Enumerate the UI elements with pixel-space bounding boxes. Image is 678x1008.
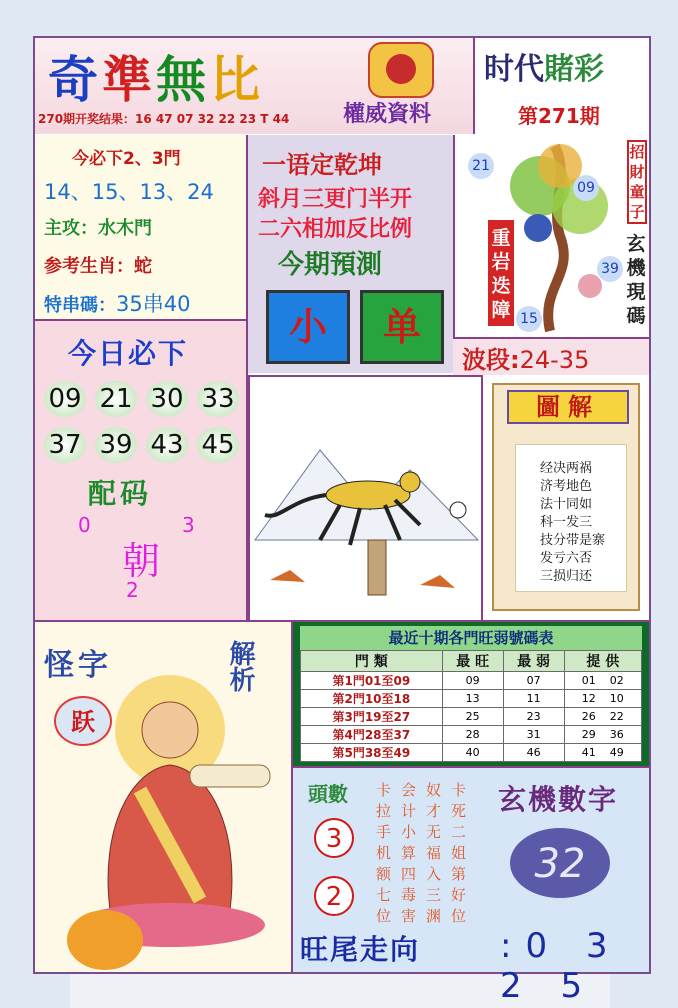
tree-fruit: [578, 274, 602, 298]
text-line: 额四入第: [376, 865, 477, 883]
must-ball: 33: [197, 381, 239, 417]
authority-label: 權威資料: [343, 102, 432, 127]
title-char-1: 奇: [48, 50, 102, 109]
table-cell-min: 31: [503, 726, 564, 744]
tip-special-label: 特串碼：: [44, 295, 116, 316]
mystic-number: 32: [534, 841, 586, 887]
tail-label: 旺尾走向: [300, 933, 421, 966]
riddle-line: 技分带是寨: [540, 533, 606, 548]
pair-num-right: 3: [182, 513, 195, 537]
tip-numbers: 14、15、13、24: [44, 180, 214, 204]
predict-parity-box: 单: [360, 290, 444, 364]
table-cell-offer: [564, 744, 641, 762]
tree-child-figure: [524, 214, 552, 242]
table-row: [301, 708, 642, 726]
table-cell-offer: [564, 708, 641, 726]
rabbit-icon: [450, 502, 466, 518]
pair-character: 朝: [122, 539, 161, 583]
table-cell-max: 40: [442, 744, 503, 762]
table-cell-max: 25: [442, 708, 503, 726]
must-ball: 09: [44, 381, 86, 417]
text-line: 卡会奴卡: [376, 781, 477, 799]
table-cell-min: 07: [503, 672, 564, 690]
must-ball: 43: [146, 427, 188, 463]
band-text: [462, 340, 589, 375]
must-ball: 21: [95, 381, 137, 417]
offer-a: 29: [581, 728, 596, 741]
offer-b: 10: [609, 692, 624, 705]
band-value: 24-35: [519, 346, 590, 374]
table-cell-max: 09: [442, 672, 503, 690]
forecast-title: 一语定乾坤: [262, 151, 382, 179]
scroll-icon: [190, 765, 270, 787]
table-cell-gate: 第3門19至27: [301, 708, 443, 726]
head-number-1: 3: [314, 818, 354, 858]
must-title: 今日必下: [68, 337, 189, 370]
table-cell-min: 11: [503, 690, 564, 708]
fist-logo-center: [386, 54, 416, 84]
predict-size-box: 小: [266, 290, 350, 364]
tree-ball-3: 39: [597, 256, 623, 282]
gate-table-title: 最近十期各門旺弱號碼表: [300, 626, 642, 650]
issue-number: 第271期: [518, 104, 600, 128]
guaizi-label: 怪字: [44, 648, 112, 683]
must-ball: 30: [146, 381, 188, 417]
tree-vertical-red: 重岩迭障: [488, 220, 514, 326]
riddle-line: 科一发三: [540, 515, 593, 530]
table-cell-offer: [564, 690, 641, 708]
head-label: 頭數: [308, 782, 348, 806]
offer-a: 01: [581, 674, 596, 687]
page-title: [48, 40, 264, 112]
tree-vertical-black: 玄機現碼: [626, 233, 646, 327]
tip-special-value: 35串40: [116, 292, 191, 316]
riddle-line: 法十同如: [540, 497, 593, 512]
pair-num-bottom: 2: [126, 578, 139, 602]
ground-rocks: [270, 570, 455, 588]
title-char-4: 比: [210, 50, 264, 109]
pair-code-label: 配码: [88, 477, 153, 510]
offer-b: 49: [609, 746, 624, 759]
table-header-row: [301, 651, 642, 672]
poem-line-2: 二六相加反比例: [258, 217, 413, 242]
table-cell-max: 13: [442, 690, 503, 708]
riddle-line: 三损归还: [540, 569, 593, 584]
riddle-line: 济考地色: [540, 479, 593, 494]
table-cell-gate: 第1門01至09: [301, 672, 443, 690]
tip-gates: 今必下2、3門: [72, 149, 181, 169]
table-header: 門 類: [301, 651, 443, 672]
title-char-3: 無: [156, 50, 210, 109]
table-cell-gate: 第4門28至37: [301, 726, 443, 744]
text-line: 机算福姐: [376, 844, 477, 862]
table-header: 最 弱: [503, 651, 564, 672]
tip-special: [44, 288, 190, 318]
must-ball: 37: [44, 427, 86, 463]
brand-part-a: 时代: [484, 52, 544, 87]
mystic-label: 玄機數字: [498, 783, 619, 816]
offer-b: 22: [609, 710, 624, 723]
tail-values: :0 3 2 5: [500, 926, 622, 1006]
pair-num-left: 0: [78, 513, 91, 537]
table-header: 最 旺: [442, 651, 503, 672]
offer-a: 26: [581, 710, 596, 723]
gourd-icon: [67, 910, 143, 970]
head-number-2: 2: [314, 876, 354, 916]
table-cell-min: 46: [503, 744, 564, 762]
text-line: 拉计才死: [376, 802, 477, 820]
tree-ball-2: 09: [573, 175, 599, 201]
table-cell-max: 28: [442, 726, 503, 744]
text-line: 位害渊位: [376, 907, 477, 925]
brand-part-b: 賭彩: [544, 52, 604, 87]
table-cell-gate: 第5門38至49: [301, 744, 443, 762]
table-row: [301, 672, 642, 690]
riddle-line: 发亏六否: [540, 551, 593, 566]
tip-main-attack: 主攻：水木門: [44, 218, 152, 239]
offer-a: 12: [581, 692, 596, 705]
tree-ball-1: 21: [468, 153, 494, 179]
guaizi-label-2: 解析: [225, 640, 255, 692]
riddle-line: 经决两祸: [540, 461, 593, 476]
gate-table: [300, 650, 642, 762]
offer-a: 41: [581, 746, 596, 759]
poem-line-1: 斜月三更门半开: [258, 187, 413, 212]
table-header: 提 供: [564, 651, 641, 672]
offer-b: 02: [609, 674, 624, 687]
stump-icon: [368, 540, 386, 595]
guaizi-character: 跃: [54, 696, 112, 746]
tree-vertical-box: 招財童子: [627, 140, 647, 224]
table-cell-gate: 第2門10至18: [301, 690, 443, 708]
cheetah-head: [400, 472, 420, 492]
table-cell-min: 23: [503, 708, 564, 726]
brand-logo: [484, 44, 604, 88]
tree-ball-4: 15: [516, 306, 542, 332]
cheetah-illustration: [250, 400, 480, 610]
text-line: 七毒三好: [376, 886, 477, 904]
offer-b: 36: [609, 728, 624, 741]
band-label: 波段:: [462, 346, 520, 374]
table-row: [301, 744, 642, 762]
table-row: [301, 726, 642, 744]
title-char-2: 準: [102, 50, 156, 109]
diagram-badge: 圖解: [507, 390, 629, 424]
must-ball: 45: [197, 427, 239, 463]
monk-head: [142, 702, 198, 758]
previous-result: 270期开奖结果：16 47 07 32 22 23 T 44: [38, 112, 290, 126]
predict-label: 今期預測: [278, 250, 383, 280]
text-line: 手小无二: [376, 823, 477, 841]
table-cell-offer: [564, 726, 641, 744]
table-cell-offer: [564, 672, 641, 690]
must-ball: 39: [95, 427, 137, 463]
tip-zodiac: 参考生肖：蛇: [44, 256, 152, 277]
table-row: [301, 690, 642, 708]
